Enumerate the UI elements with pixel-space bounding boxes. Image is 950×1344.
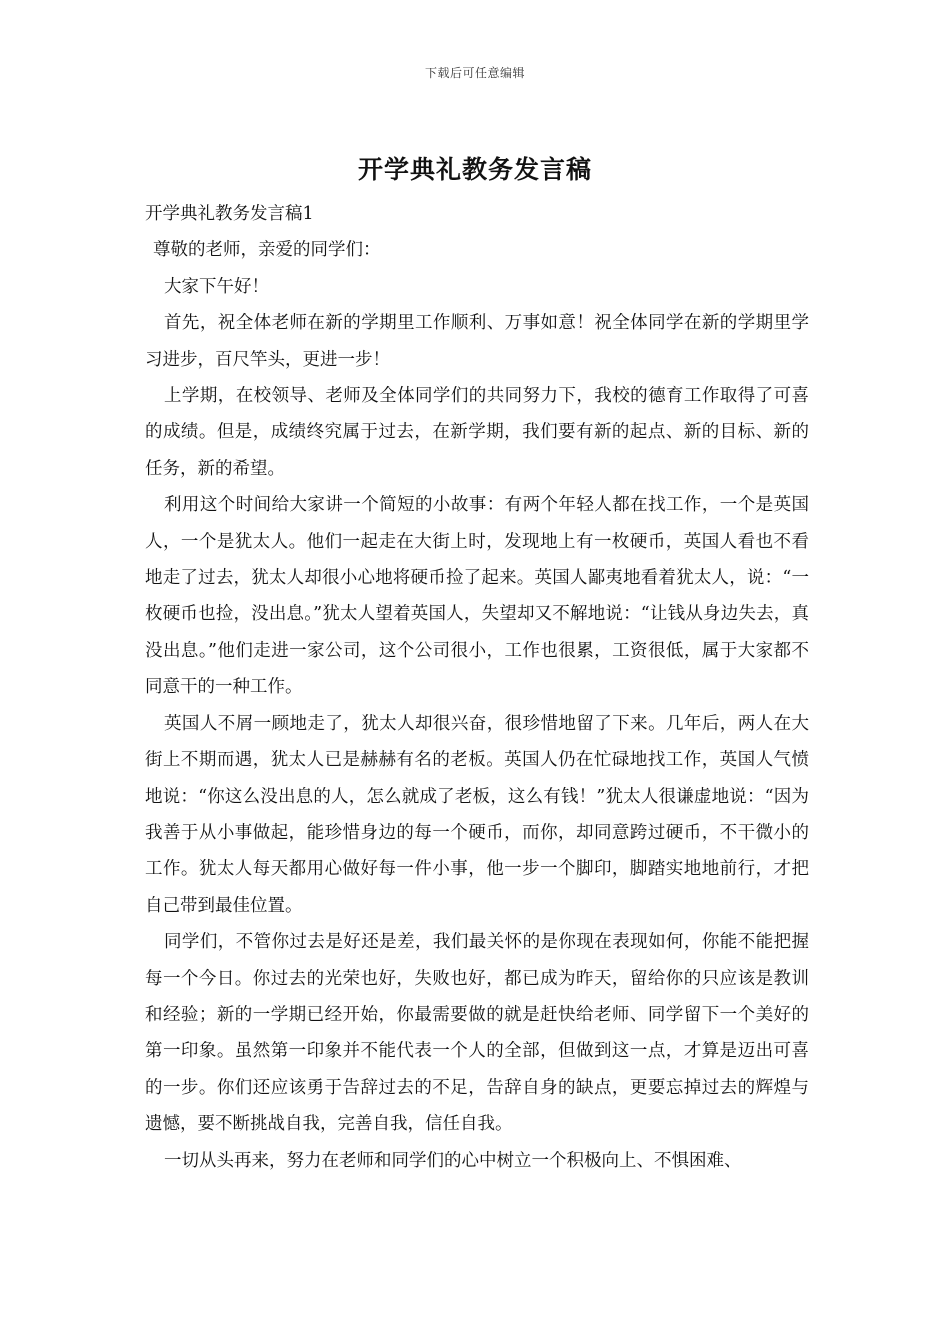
- greeting-paragraph: 大家下午好！: [164, 276, 269, 297]
- document-body: [145, 196, 809, 1179]
- body-paragraph: 英国人不屑一顾地走了，犹太人却很兴奋，很珍惜地留了下来。几年后，两人在大街上不期而遇，犹太人已是赫赫有名的老板。英国人仍在忙碌地找工作，英国人气愤地说：“你这么没出息的人，怎么就成了老板，这么有钱！”犹太人很谦虚地说：“因为我善于从小事做起，能珍惜身边的每一个硬币，而你，却同意跨过硬币，不干微小的工作。犹太人每天都用心做好每一件小事，他一步一个脚印，脚踏实地地前行，才把自己带到最佳位置。: [145, 713, 809, 916]
- header-note: 下载后可任意编辑: [424, 66, 525, 80]
- body-paragraph: 首先，祝全体老师在新的学期里工作顺利、万事如意！祝全体同学在新的学期里学习进步，百尺竿头，更进一步！: [145, 313, 809, 370]
- document-title: 开学典礼教务发言稿: [357, 155, 592, 184]
- body-paragraph: 同学们，不管你过去是好还是差，我们最关怀的是你现在表现如何，你能不能把握每一个今日。你过去的光荣也好，失败也好，都已成为昨天，留给你的只应该是教训和经验；新的一学期已经开始，你最需要做的就是赶快给老师、同学留下一个美好的第一印象。虽然第一印象并不能代表一个人的全部，但做到这一点，才算是迈出可喜的一步。你们还应该勇于告辞过去的不足，告辞自身的缺点，更要忘掉过去的辉煌与遗憾，要不断挑战自我，完善自我，信任自我。: [145, 932, 809, 1135]
- body-paragraph: 利用这个时间给大家讲一个简短的小故事：有两个年轻人都在找工作，一个是英国人，一个是犹太人。他们一起走在大街上时，发现地上有一枚硬币，英国人看也不看地走了过去，犹太人却很小心地将硬币捡了起来。英国人鄙夷地看着犹太人，说：“一枚硬币也捡，没出息。”犹太人望着英国人，失望却又不解地说：“让钱从身边失去，真没出息。”他们走进一家公司，这个公司很小，工作也很累，工资很低，属于大家都不同意干的一种工作。: [145, 495, 809, 698]
- subtitle-paragraph: 开学典礼教务发言稿1: [145, 204, 314, 224]
- body-paragraph: 一切从头再来，努力在老师和同学们的心中树立一个积极向上、不惧困难、: [164, 1150, 742, 1171]
- body-paragraph: 上学期，在校领导、老师及全体同学们的共同努力下，我校的德育工作取得了可喜的成绩。但是，成绩终究属于过去，在新学期，我们要有新的起点、新的目标、新的任务，新的希望。: [145, 386, 809, 479]
- salutation-paragraph: 尊敬的老师，亲爱的同学们：: [153, 240, 381, 261]
